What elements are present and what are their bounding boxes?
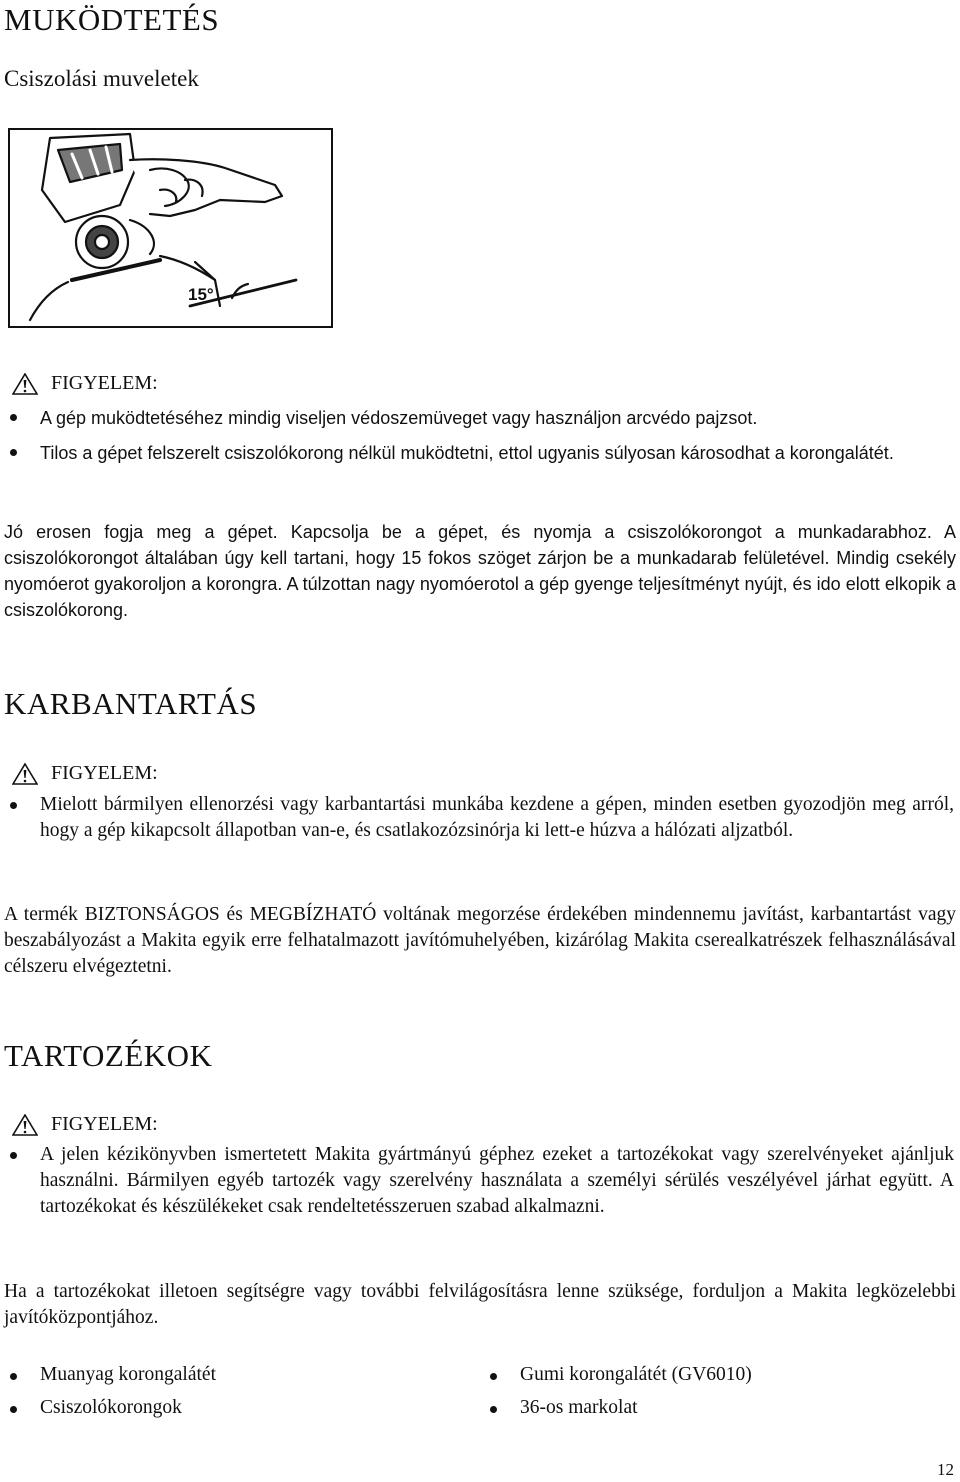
operation-paragraph: Jó erosen fogja meg a gépet. Kapcsolja be a gépet, és nyomja a csiszolókorongot a munkadarabhoz. A csiszolókorongot általában úgy kell tartani, hogy 15 fokos szöget zárjon be a munkadarab felületével. Mindig csekély nyomóerot gyakoroljon a korongra. A túlzottan nagy nyomóerotol a gép gyenge teljesítményt nyújt, és ido elott elkopik a csiszolókorong.	[4, 522, 956, 620]
section-heading-maintenance: KARBANTARTÁS	[4, 686, 258, 721]
bullet-dot	[490, 1406, 497, 1413]
bullet-dot	[10, 449, 17, 456]
accessory-item: Gumi korongalátét (GV6010)	[520, 1364, 752, 1385]
bullet-dot	[10, 1406, 17, 1413]
warning-label: FIGYELEM:	[51, 1113, 158, 1135]
warning-bullet-text: Tilos a gépet felszerelt csiszolókorong nélkül muködtetni, ettol ugyanis súlyosan károsodhat a korongalátét.	[40, 443, 894, 463]
maintenance-paragraph: A termék BIZTONSÁGOS és MEGBÍZHATÓ voltának megorzése érdekében mindennemu javítást, karbantartást vagy beszabályozást a Makita egyik erre felhatalmazott javítómuhelyében, kizárólag Makita cserealkatrészek felhasználásával célszeru elvégeztetni.	[4, 904, 956, 977]
warning-heading-1	[12, 372, 158, 395]
section-heading-accessories: TARTOZÉKOK	[4, 1038, 213, 1073]
warning-triangle-icon	[12, 1114, 38, 1136]
warning-heading-3	[12, 1113, 158, 1136]
page-title: MUKÖDTETÉS	[4, 2, 220, 37]
section-subtitle: Csiszolási muveletek	[4, 66, 199, 91]
accessories-paragraph: Ha a tartozékokat illetoen segítségre vagy további felvilágosításra lenne szüksége, forduljon a Makita legközelebbi javítóközpontjához.	[4, 1281, 956, 1328]
page-number: 12	[937, 1460, 954, 1479]
warning-label: FIGYELEM:	[51, 762, 158, 784]
warning-bullet-text: Mielott bármilyen ellenorzési vagy karbantartási munkába kezdene a gépen, minden esetben gyozodjön meg arról, hogy a gép kikapcsolt állapotban van-e, és csatlakozózsinórja ki lett-e húzva a hálózati aljzatból.	[40, 794, 954, 841]
warning-bullet-text: A jelen kézikönyvben ismertetett Makita gyártmányú géphez ezeket a tartozékokat vagy szerelvényeket ajánljuk használni. Bármilyen egyéb tartozék vagy szerelvény használata a személyi sérülés veszélyével járhat együtt. A tartozékokat és készülékeket csak rendeltetésszeruen szabad alkalmazni.	[40, 1144, 954, 1217]
grinder-drawing	[10, 130, 331, 326]
bullet-dot	[10, 1152, 17, 1159]
warning-triangle-icon	[12, 763, 38, 785]
warning-label: FIGYELEM:	[51, 372, 158, 394]
bullet-dot	[10, 414, 17, 421]
angle-label: 15°	[188, 285, 214, 304]
accessory-item: Csiszolókorongok	[40, 1397, 182, 1418]
warning-triangle-icon	[12, 373, 38, 395]
bullet-dot	[10, 1373, 17, 1380]
bullet-dot	[10, 802, 17, 809]
warning-heading-2	[12, 762, 158, 785]
accessory-item: Muanyag korongalátét	[40, 1364, 216, 1385]
warning-bullet-text: A gép muködtetéséhez mindig viseljen védoszemüveget vagy használjon arcvédo pajzsot.	[40, 408, 758, 428]
grinding-illustration	[8, 128, 333, 328]
bullet-dot	[490, 1373, 497, 1380]
accessory-item: 36-os markolat	[520, 1397, 638, 1418]
